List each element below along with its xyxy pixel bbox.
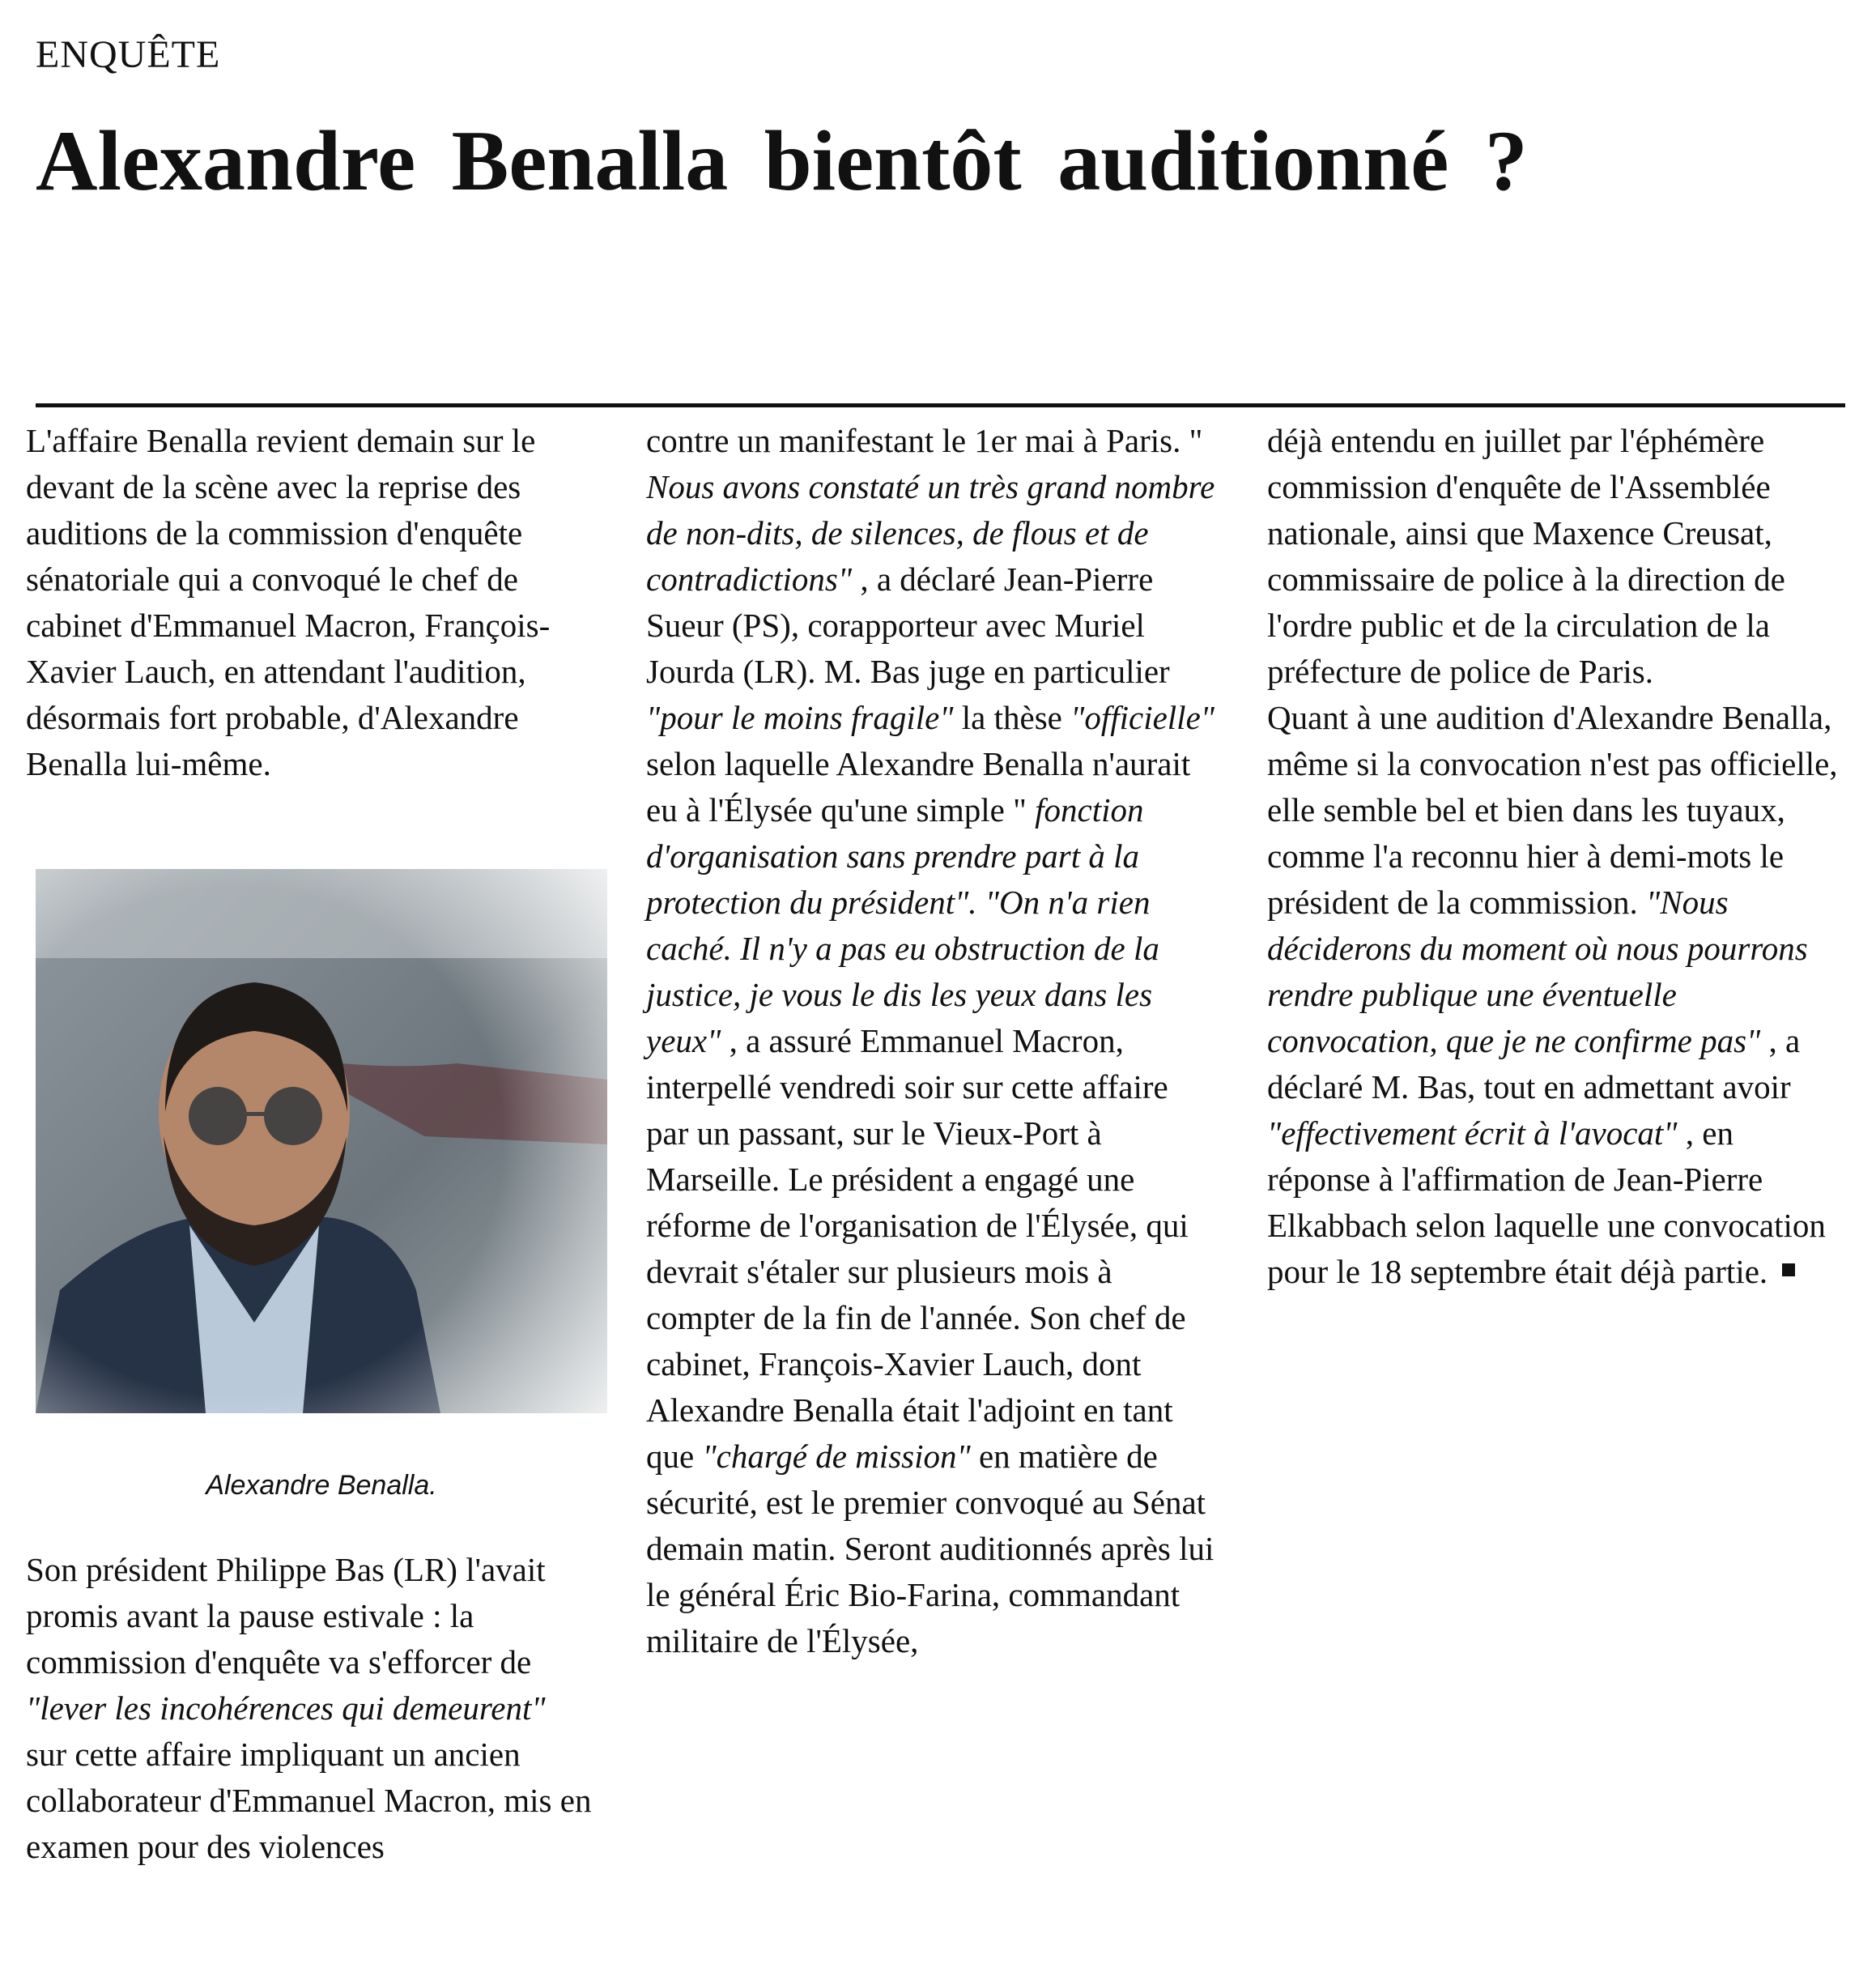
text-run: , a déclaré M. Bas, tout en admettant avoir	[1267, 1022, 1801, 1105]
article-column-1-continued	[26, 1547, 593, 1870]
headline-rule	[36, 403, 1845, 407]
article-column-3	[1267, 418, 1838, 1295]
portrait-image	[36, 869, 607, 1413]
quote: "chargé de mission"	[702, 1438, 971, 1475]
quote: "lever les incohérences qui demeurent"	[26, 1689, 546, 1727]
article-column-1	[26, 418, 593, 787]
quote: "pour le moins fragile"	[646, 699, 954, 736]
paragraph: L'affaire Benalla revient demain sur le devant de la scène avec la reprise des auditions de la commission d'enquête sénatoriale qui a convoqué le chef de cabinet d'Emmanuel Macron, François-Xavier Lauch, en attendant l'audition, désormais fort probable, d'Alexandre Benalla lui-même.	[26, 422, 551, 782]
text-run: , en réponse à l'affirmation de Jean-Pierre Elkabbach selon laquelle une convocation pour le 18 septembre était déjà partie.	[1267, 1114, 1826, 1290]
text-run: sur cette affaire impliquant un ancien collaborateur d'Emmanuel Macron, mis en examen pour des violences	[26, 1736, 592, 1865]
article-headline: Alexandre Benalla bientôt auditionné ?	[36, 113, 1528, 208]
quote: "effectivement écrit à l'avocat"	[1267, 1114, 1678, 1152]
section-rubric: ENQUÊTE	[36, 33, 221, 76]
text-run: Quant à une audition d'Alexandre Benalla, même si la convocation n'est pas officielle, elle semble bel et bien dans les tuyaux, comme l'a reconnu hier à demi-mots le président de la commission.	[1267, 699, 1838, 921]
article-column-2	[646, 418, 1217, 1664]
quote: "Nous déciderons du moment où nous pourrons rendre publique une éventuelle convocation, que je ne confirme pas"	[1267, 884, 1808, 1059]
photo-caption: Alexandre Benalla.	[206, 1470, 437, 1501]
text-run: , a assuré Emmanuel Macron, interpellé vendredi soir sur cette affaire par un passant, sur le Vieux-Port à Marseille. Le président a engagé une réforme de l'organisation de l'Élysée, qui devrait s'étaler sur plusieurs mois à compter de la fin de l'année. Son chef de cabinet, François-Xavier Lauch, dont Alexandre Benalla était l'adjoint en tant que	[646, 1022, 1189, 1475]
paragraph: déjà entendu en juillet par l'éphémère commission d'enquête de l'Assemblée nationale, ainsi que Maxence Creusat, commissaire de police à la direction de l'ordre public et de la circulation de la préfecture de police de Paris.	[1267, 422, 1785, 690]
quote: "officielle"	[1070, 699, 1215, 736]
text-run: selon laquelle Alexandre Benalla n'aurait eu à l'Élysée qu'une simple "	[646, 745, 1191, 829]
text-run: la thèse	[953, 699, 1071, 736]
text-run: Son président Philippe Bas (LR) l'avait promis avant la pause estivale : la commission d'enquête va s'efforcer de	[26, 1551, 546, 1680]
text-run: , a déclaré Jean-Pierre Sueur (PS), corapporteur avec Muriel Jourda (LR). M. Bas juge en particulier	[646, 560, 1170, 690]
paragraph	[646, 418, 1217, 1664]
article-photo	[36, 869, 607, 1413]
text-run: contre un manifestant le 1er mai à Paris. "	[646, 422, 1203, 459]
paragraph	[1267, 695, 1838, 1295]
quote: Nous avons constaté un très grand nombre de non-dits, de silences, de flous et de contradictions"	[646, 468, 1215, 598]
quote: fonction d'organisation sans prendre part à la protection du président". "On n'a rien caché. Il n'y a pas eu obstruction de la justice, je vous le dis les yeux dans les yeux"	[646, 791, 1159, 1059]
end-of-article-mark	[1782, 1263, 1795, 1276]
paragraph	[26, 1547, 593, 1870]
text-run: en matière de sécurité, est le premier convoqué au Sénat demain matin. Seront auditionnés après lui le général Éric Bio-Farina, commandant militaire de l'Élysée,	[646, 1438, 1215, 1659]
